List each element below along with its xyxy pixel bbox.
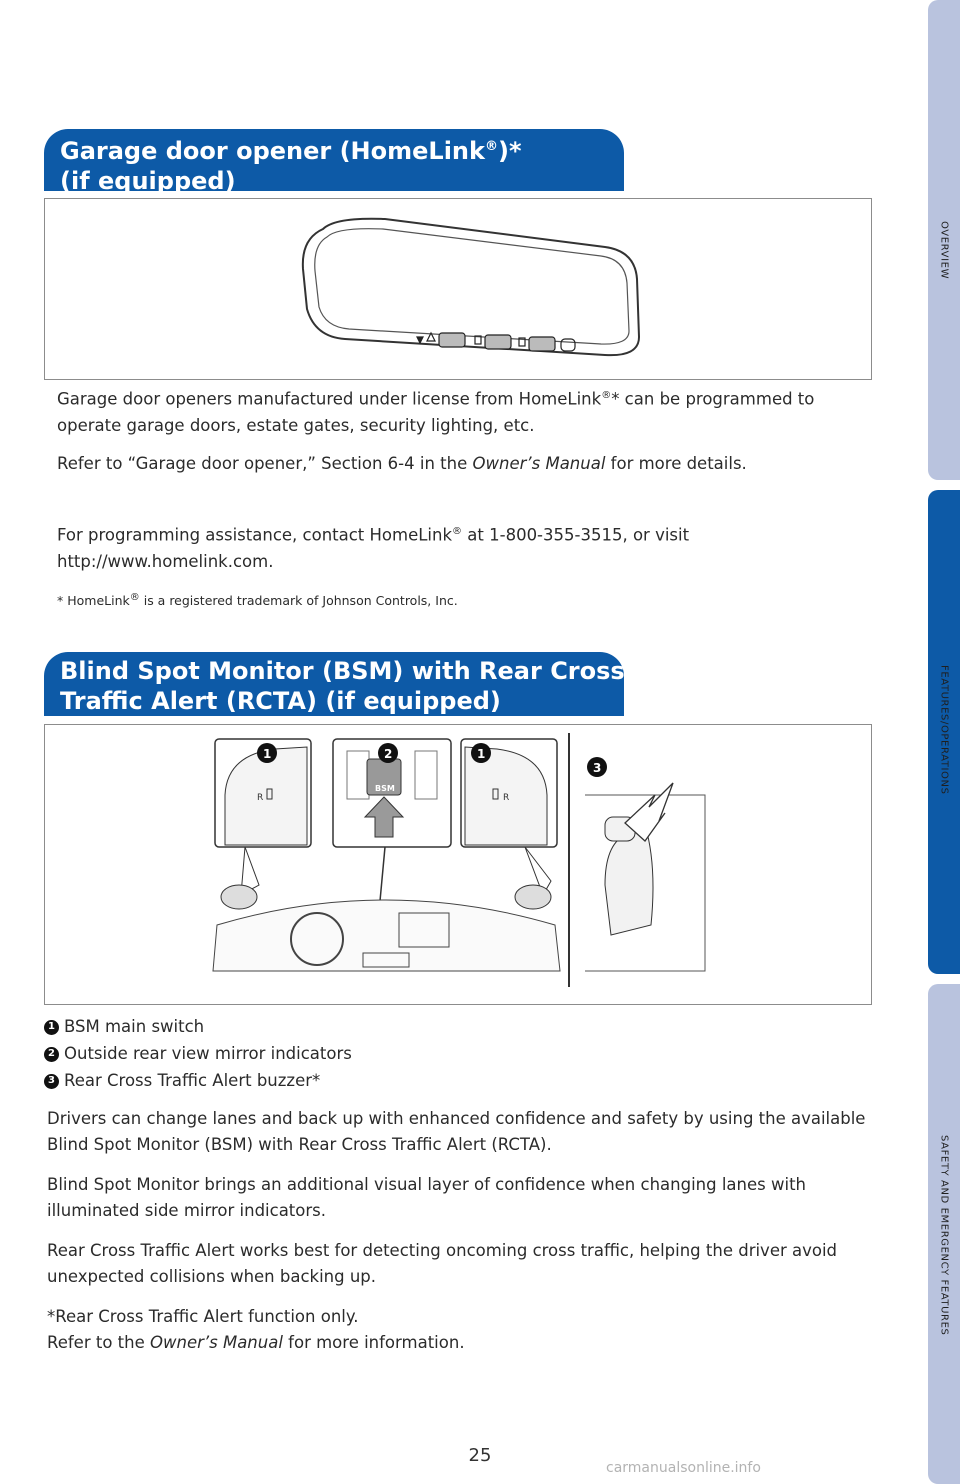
homelink-paragraph-1: Garage door openers manufactured under license from HomeLink®* can be programmed to operate garage doors, estate gates, security lighting, etc. [57,389,815,435]
side-tab-features[interactable]: FEATURES/OPERATIONS [938,665,950,795]
side-tab-overview[interactable]: OVERVIEW [938,220,950,280]
homelink-section-header [44,129,624,195]
callout-2 [378,743,398,763]
bsm-paragraph-2: Blind Spot Monitor brings an additional visual layer of confidence when changing lanes with illuminated side mirror indicators. [47,1175,806,1220]
svg-text:3: 3 [593,761,602,775]
bsm-illustration [45,725,871,1004]
svg-text:2: 2 [384,747,393,761]
svg-text:R: R [503,793,510,803]
svg-text:R: R [257,793,264,803]
side-tab-safety[interactable]: SAFETY AND EMERGENCY FEATURES [938,1134,950,1336]
legend-bullet-3: 3 [44,1074,59,1089]
page-number: 25 [468,1445,492,1466]
homelink-paragraph-3: For programming assistance, contact HomeLink® at 1-800-355-3515, or visit http://www.homelink.com. [57,525,690,571]
svg-text:1: 1 [477,747,486,761]
legend-item-1: 1 BSM main switch [44,1014,204,1040]
bsm-switch-label: BSM [375,784,395,793]
bsm-figure [44,724,872,1005]
bsm-paragraph-4: *Rear Cross Traffic Alert function only. [47,1307,359,1326]
callout-3 [587,757,607,777]
bsm-paragraph-1: Drivers can change lanes and back up with enhanced confidence and safety by using the available Blind Spot Monitor (BSM) with Rear Cross Traffic Alert (RCTA). [47,1109,866,1154]
legend-bullet-2: 2 [44,1047,59,1062]
bsm-title-line2: Traffic Alert (RCTA) (if equipped) [60,687,501,715]
callout-1-right [471,743,491,763]
bsm-section-header [44,652,624,716]
homelink-mirror-figure [44,198,872,380]
watermark: carmanualsonline.info [606,1460,761,1476]
homelink-title-line1: Garage door opener (HomeLink®)* [60,137,522,165]
homelink-title-line2: (if equipped) [60,167,236,195]
legend-item-2: 2 Outside rear view mirror indicators [44,1041,352,1067]
bsm-title-line1: Blind Spot Monitor (BSM) with Rear Cross [60,657,625,685]
homelink-footnote: * HomeLink® is a registered trademark of Johnson Controls, Inc. [57,592,458,609]
legend-bullet-1: 1 [44,1020,59,1035]
bsm-paragraph-3: Rear Cross Traffic Alert works best for detecting oncoming cross traffic, helping the driver avoid unexpected collisions when backing up. [47,1241,838,1286]
bsm-paragraph-5: Refer to the Owner’s Manual for more information. [47,1333,465,1352]
homelink-paragraph-2: Refer to “Garage door opener,” Section 6-4 in the Owner’s Manual for more details. [57,454,747,473]
svg-text:1: 1 [263,747,272,761]
legend-item-3: 3 Rear Cross Traffic Alert buzzer* [44,1068,320,1094]
rearview-mirror-illustration [45,199,871,379]
callout-1-left [257,743,277,763]
